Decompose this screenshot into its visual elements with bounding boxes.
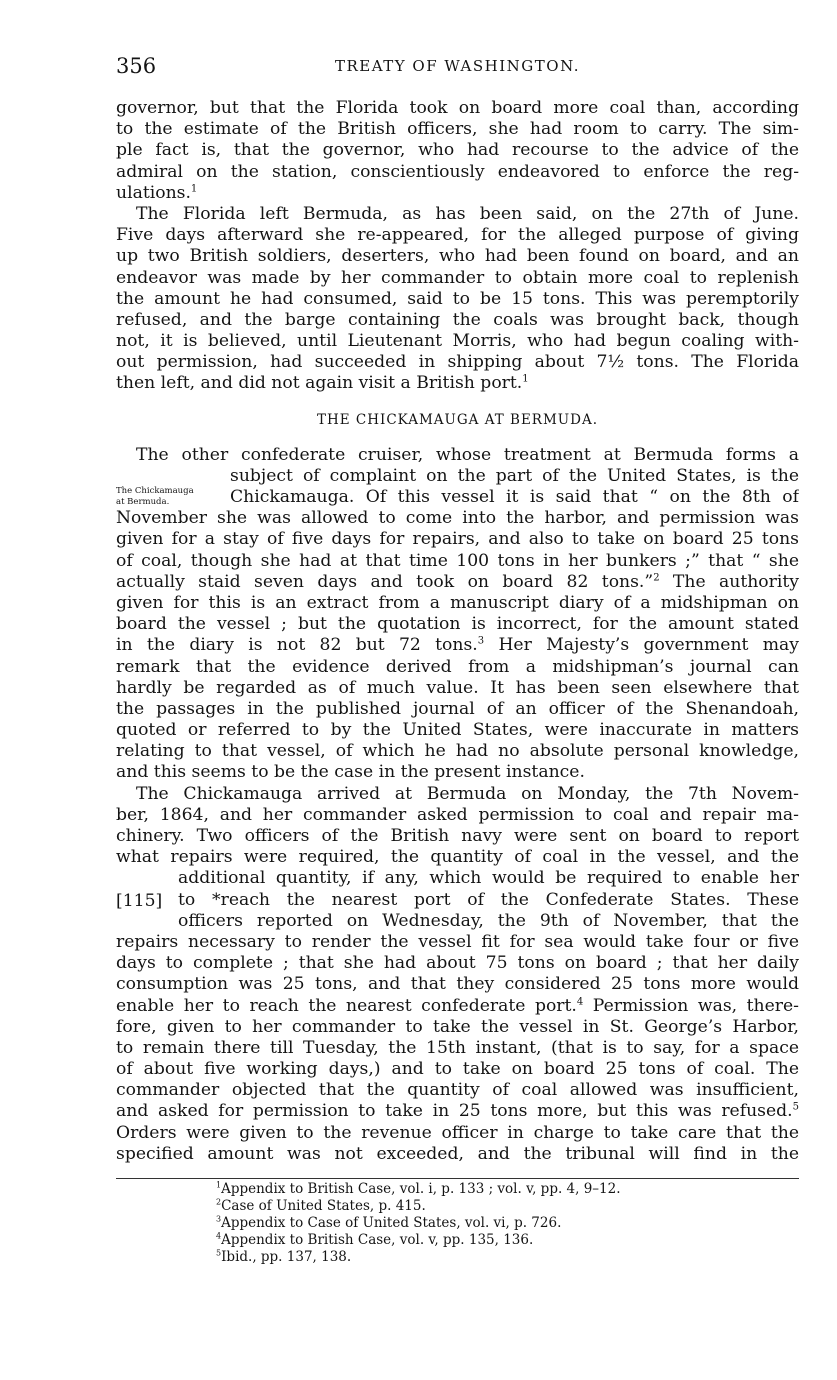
footnote	[216, 1198, 621, 1215]
text-span: and asked for permission to take in 25 tons more, but this was refused.	[116, 1101, 793, 1122]
footnote-ref: 3	[477, 635, 485, 647]
text-line: given for this is an extract from a manuscript diary of a midshipman on	[116, 592, 799, 613]
text-line: The other confederate cruiser, whose treatment at Bermuda forms a	[136, 444, 799, 465]
footnote-ref: 2	[653, 572, 660, 584]
text-line: hardly be regarded as of much value. It has been seen elsewhere that	[116, 677, 799, 698]
text-line	[116, 635, 799, 656]
page-number: 356	[116, 54, 157, 78]
text-line: fore, given to her commander to take the vessel in St. George’s Harbor,	[116, 1016, 799, 1037]
text-line: Orders were given to the revenue officer in charge to take care that the	[116, 1122, 799, 1143]
text-line: Chickamauga. Of this vessel it is said that “ on the 8th of	[230, 487, 799, 507]
text-line: specified amount was not exceeded, and the tribunal will find in the	[116, 1143, 799, 1164]
text-line: to the estimate of the British officers, she had room to carry. The sim-	[116, 119, 799, 140]
text-line	[116, 572, 799, 593]
text-line	[116, 996, 799, 1017]
text-line: consumption was 25 tons, and that they considered 25 tons more would	[116, 974, 799, 995]
text-line: additional quantity, if any, which would be required to enable her	[178, 868, 799, 889]
text-line: up two British soldiers, deserters, who had been found on board, and an	[116, 246, 799, 267]
footnote	[216, 1249, 621, 1266]
margin-note	[116, 486, 194, 508]
section-heading: THE CHICKAMAUGA AT BERMUDA.	[316, 411, 599, 428]
text-line: November she was allowed to come into the harbor, and permission was	[116, 508, 799, 529]
text-line: the amount he had consumed, said to be 15 tons. This was peremptorily	[116, 288, 799, 309]
text-line: remark that the evidence derived from a midshipman’s journal can	[116, 656, 799, 677]
footnote-ref: 1	[522, 373, 529, 385]
text-line: board the vessel ; but the quotation is incorrect, for the amount stated	[116, 614, 799, 635]
footnote	[216, 1181, 621, 1198]
text-line: relating to that vessel, of which he had no absolute personal knowledge,	[116, 741, 799, 762]
margin-note-line: The Chickamauga	[116, 486, 194, 496]
text-line	[116, 183, 799, 204]
footnote-mark: 4	[216, 1231, 222, 1241]
text-line: subject of complaint on the part of the United States, is the	[230, 465, 799, 486]
footnote-text: Ibid., pp. 137, 138.	[221, 1249, 352, 1265]
text-line: repairs necessary to render the vessel fit for sea would take four or five	[116, 931, 799, 952]
text-line: to remain there till Tuesday, the 15th instant, (that is to say, for a space	[116, 1037, 799, 1058]
footnote	[216, 1215, 621, 1232]
text-line: to *reach the nearest port of the Confederate States. These	[178, 889, 799, 910]
pagination-marker: [115]	[116, 891, 163, 911]
text-line: governor, but that the Florida took on board more coal than, according	[116, 98, 799, 118]
text-line: out permission, had succeeded in shipping about 7½ tons. The Florida	[116, 352, 799, 373]
main-text	[116, 98, 799, 1165]
text-line: the passages in the published journal of an officer of the Shenandoah,	[116, 698, 799, 719]
text-line: endeavor was made by her commander to obtain more coal to replenish	[116, 267, 799, 288]
text-span: then left, and did not again visit a British port.	[116, 373, 523, 394]
footnote-text: Case of United States, p. 415.	[221, 1198, 426, 1214]
text-line: officers reported on Wednesday, the 9th of November, that the	[178, 910, 799, 931]
text-line: quoted or referred to by the United States, were inaccurate in matters	[116, 720, 799, 741]
footnote-ref: 5	[792, 1101, 799, 1113]
text-line: commander objected that the quantity of coal allowed was insufficient,	[116, 1080, 799, 1101]
footnote-text: Appendix to Case of United States, vol. vi, p. 726.	[221, 1215, 562, 1231]
running-head: TREATY OF WASHINGTON.	[334, 57, 581, 75]
text-line: and this seems to be the case in the present instance.	[116, 762, 585, 783]
text-span: actually staid seven days and took on board 82 tons.”	[116, 571, 654, 592]
footnote-mark: 2	[216, 1197, 222, 1207]
text-line: ple fact is, that the governor, who had recourse to the advice of the	[116, 140, 799, 161]
text-line: not, it is believed, until Lieutenant Morris, who had begun coaling with-	[116, 331, 799, 352]
text-span: Her Majesty’s government may	[484, 635, 799, 656]
text-span: in the diary is not 82 but 72 tons.	[116, 635, 478, 656]
footnote	[216, 1232, 621, 1249]
text-line: chinery. Two officers of the British navy were sent on board to report	[116, 826, 799, 846]
footnote-mark: 5	[216, 1248, 222, 1258]
footnote-mark: 1	[216, 1180, 222, 1190]
text-span: ulations.	[116, 182, 191, 203]
text-span: Permission was, there-	[583, 995, 799, 1016]
footnote-mark: 3	[216, 1214, 222, 1224]
text-line: given for a stay of five days for repairs, and also to take on board 25 tons	[116, 529, 799, 550]
page-header	[116, 54, 799, 82]
text-line	[116, 1101, 799, 1122]
text-line: The Florida left Bermuda, as has been said, on the 27th of June.	[136, 203, 799, 224]
text-line: refused, and the barge containing the coals was brought back, though	[116, 309, 799, 330]
text-line: Five days afterward she re-appeared, for the alleged purpose of giving	[116, 225, 799, 246]
text-line: days to complete ; that she had about 75 tons on board ; that her daily	[116, 953, 799, 974]
footnote-ref: 1	[190, 183, 198, 195]
text-line: admiral on the station, conscientiously endeavored to enforce the reg-	[116, 161, 799, 182]
text-line: of coal, though she had at that time 100 tons in her bunkers ;” that “ she	[116, 550, 799, 571]
text-span: The authority	[659, 571, 799, 592]
footnote-text: Appendix to British Case, vol. v, pp. 135, 136.	[221, 1232, 534, 1248]
text-span: enable her to reach the nearest confederate port.	[116, 995, 577, 1016]
footnote-ref: 4	[576, 995, 584, 1007]
footnotes	[216, 1181, 621, 1266]
margin-note-line: at Bermuda.	[116, 497, 170, 507]
text-line: ber, 1864, and her commander asked permission to coal and repair ma-	[116, 804, 799, 825]
text-line: what repairs were required, the quantity of coal in the vessel, and the	[116, 847, 799, 868]
text-line: The Chickamauga arrived at Bermuda on Monday, the 7th Novem-	[136, 783, 799, 804]
text-line: of about five working days,) and to take on board 25 tons of coal. The	[116, 1059, 799, 1080]
text-line	[116, 373, 799, 394]
footnote-rule	[116, 1178, 799, 1179]
footnote-text: Appendix to British Case, vol. i, p. 133 ; vol. v, pp. 4, 9–12.	[221, 1181, 621, 1197]
